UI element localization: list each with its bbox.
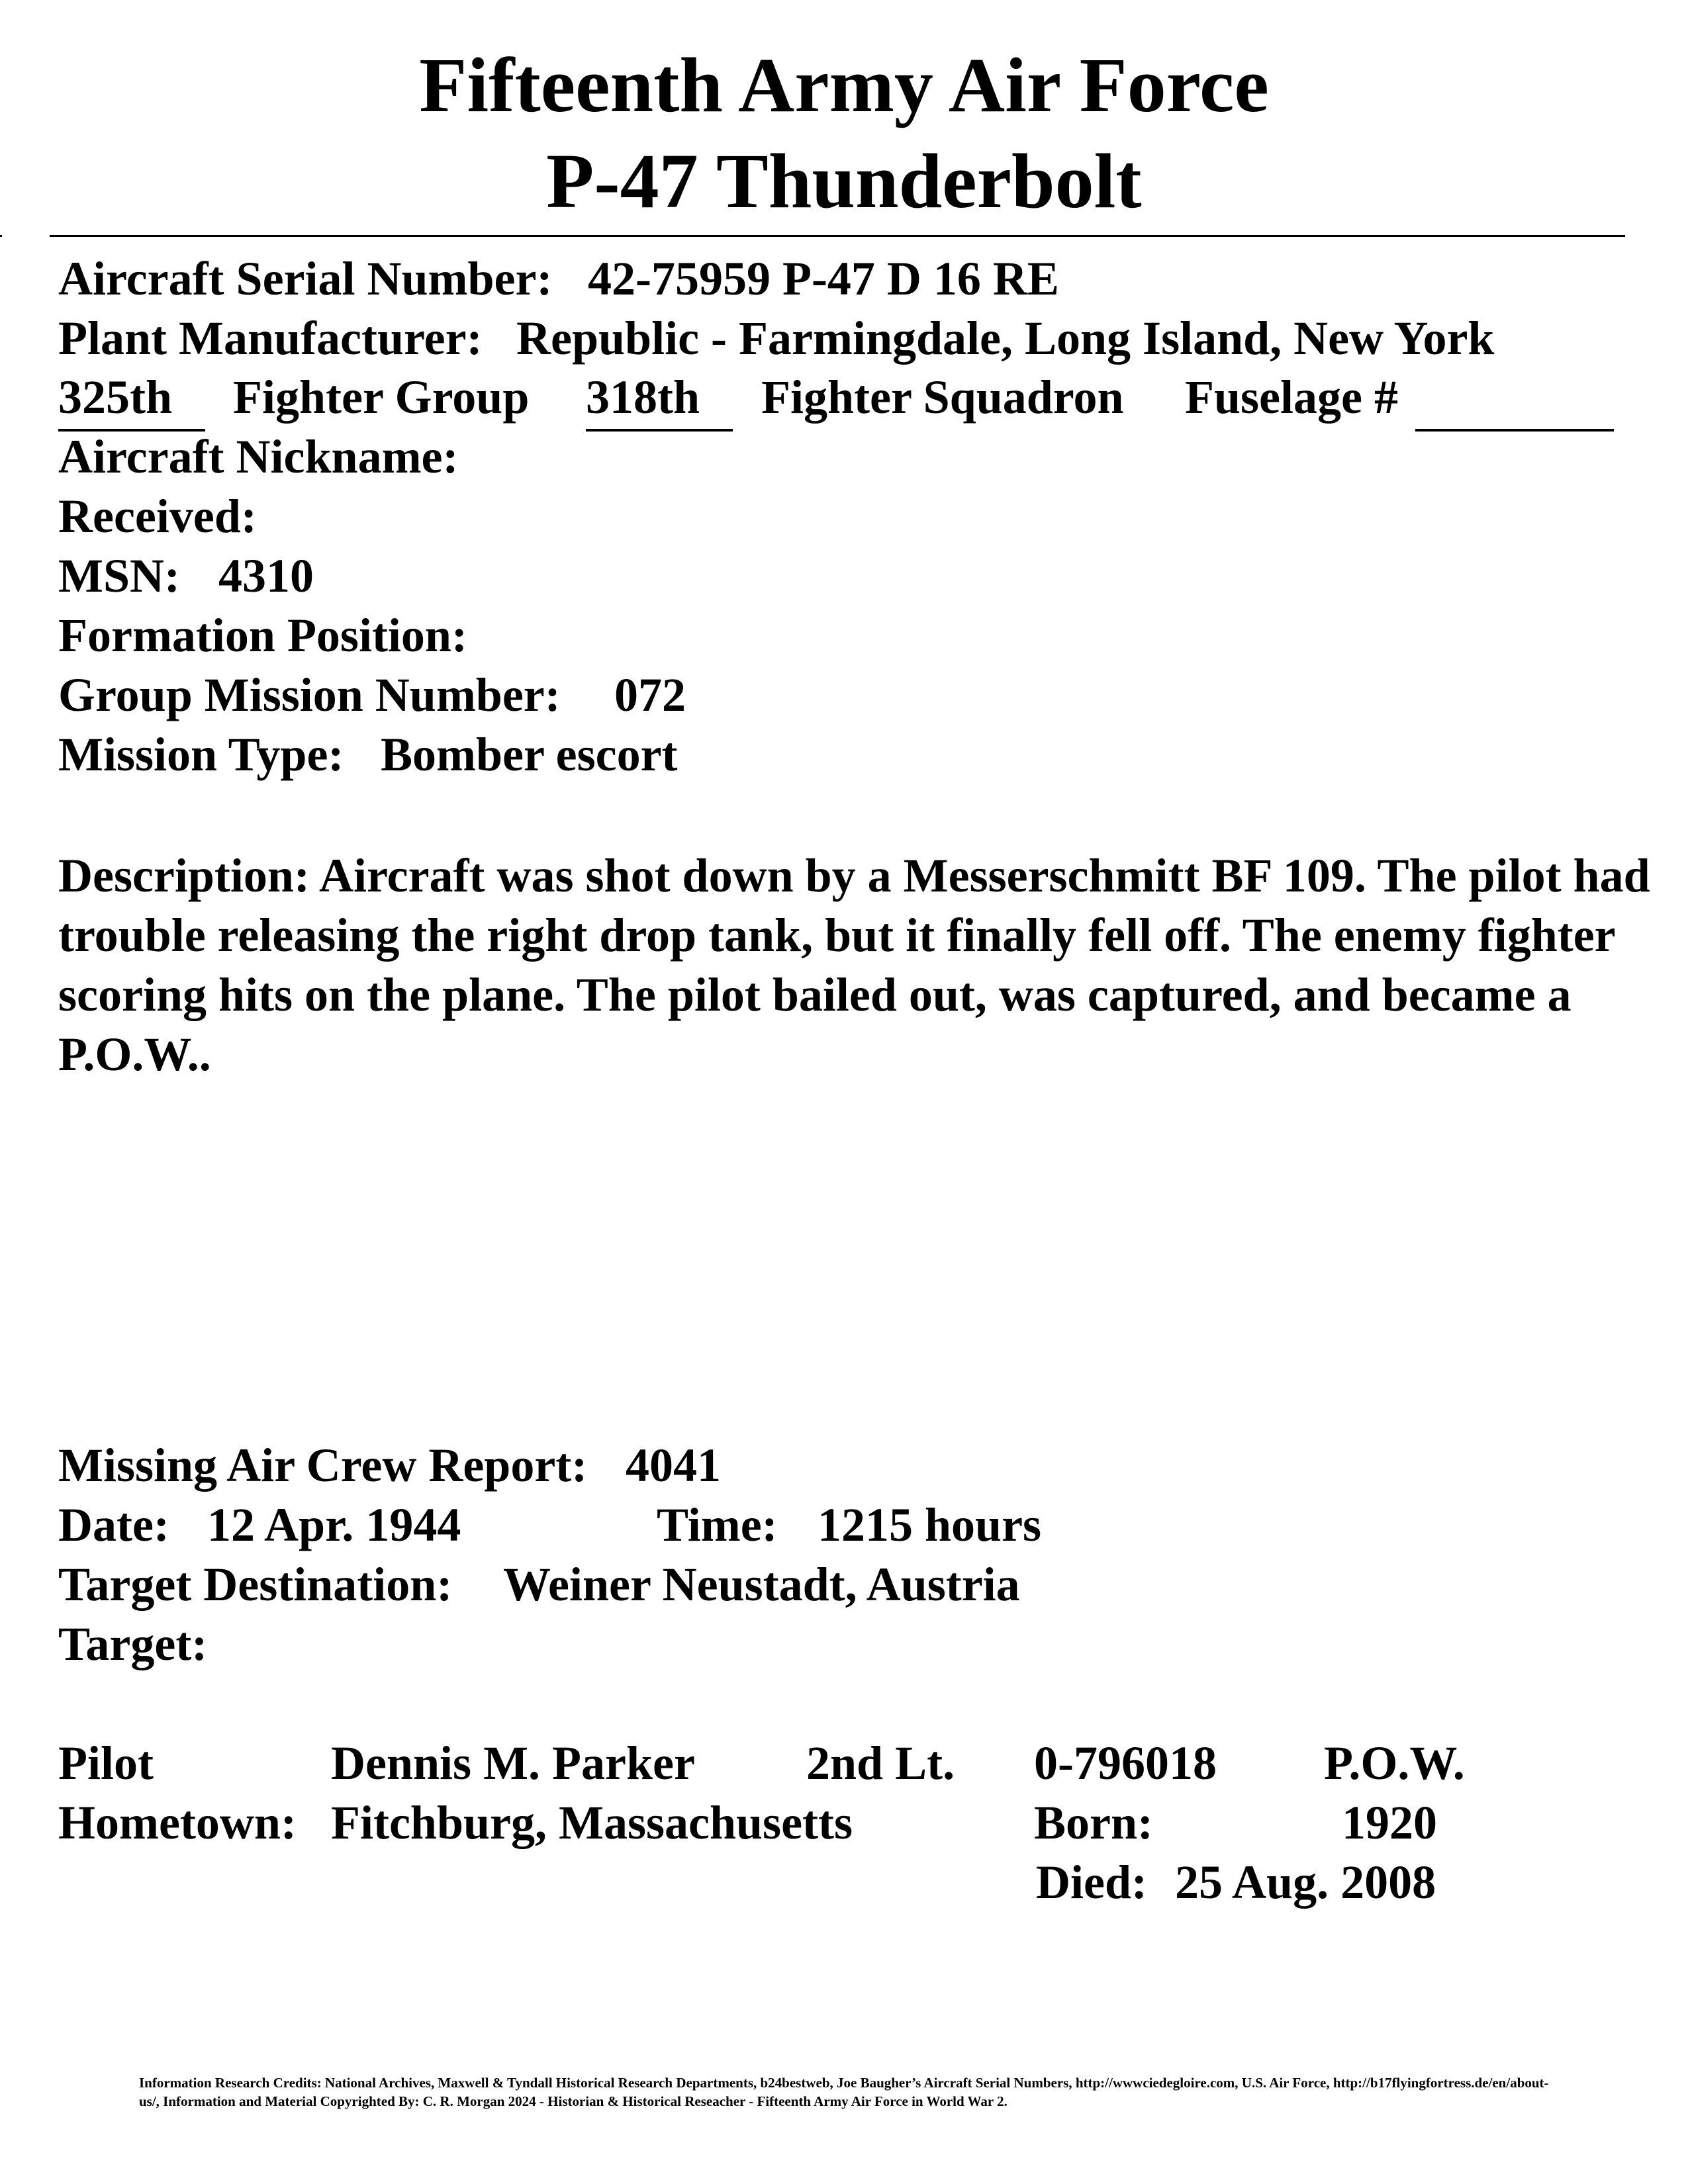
group-number: 325th bbox=[58, 371, 173, 424]
macr-label: Missing Air Crew Report: bbox=[58, 1439, 588, 1492]
hometown-label: Hometown: bbox=[58, 1796, 297, 1849]
crew-name: Dennis M. Parker bbox=[331, 1737, 695, 1790]
fuselage-label: Fuselage # bbox=[1185, 371, 1398, 424]
group-mission-label: Group Mission Number: bbox=[58, 668, 561, 721]
description: Description: Aircraft was shot down by a Messerschmitt BF 109. The pilot had trouble releasing the right drop tank, but it finally fell off. The enemy fighter scoring hits on the plane. The pilot bailed out, was captured, and became a P.O.W.. bbox=[58, 849, 1650, 1081]
squadron-number-field bbox=[586, 373, 733, 432]
title-divider bbox=[50, 235, 1625, 237]
crew-serial: 0-796018 bbox=[1034, 1737, 1217, 1790]
msn-value: 4310 bbox=[218, 549, 314, 602]
date-label: Date: bbox=[58, 1498, 169, 1551]
time-value: 1215 hours bbox=[818, 1498, 1042, 1551]
group-number-field bbox=[58, 373, 205, 432]
crew-status: P.O.W. bbox=[1324, 1737, 1465, 1790]
edge-mark bbox=[0, 235, 2, 237]
group-label: Fighter Group bbox=[233, 371, 530, 424]
nickname-label: Aircraft Nickname: bbox=[58, 430, 459, 483]
mission-type-label: Mission Type: bbox=[58, 728, 344, 781]
research-credits: Information Research Credits: National Archives, Maxwell & Tyndall Historical Research Departments, b24bestweb, Joe Baugher’s Aircraft Serial Numbers, http://wwwciedegloire.com, U.S. Air Force, http://b17flyingfortress.de/en/about-us/, Information and Material Copyrighted By: C. R. Morgan 2024 - Historian & Historical Reseacher - Fifteenth Army Air Force in World War 2. bbox=[139, 2075, 1549, 2109]
plant-label: Plant Manufacturer: bbox=[58, 312, 483, 365]
mission-type-value: Bomber escort bbox=[381, 728, 678, 781]
serial-value: 42-75959 P-47 D 16 RE bbox=[588, 252, 1059, 305]
group-mission-value: 072 bbox=[614, 668, 686, 721]
hometown-value: Fitchburg, Massachusetts bbox=[331, 1796, 853, 1849]
target-destination-value: Weiner Neustadt, Austria bbox=[503, 1558, 1020, 1611]
plant-value: Republic - Farmingdale, Long Island, New York bbox=[516, 312, 1495, 365]
died-label: Died: bbox=[1036, 1856, 1147, 1909]
died-value: 25 Aug. 2008 bbox=[1175, 1856, 1436, 1909]
page-subtitle: P-47 Thunderbolt bbox=[546, 138, 1142, 224]
page-title: Fifteenth Army Air Force bbox=[419, 42, 1269, 128]
target-label: Target: bbox=[58, 1617, 208, 1670]
squadron-label: Fighter Squadron bbox=[761, 371, 1124, 424]
time-label: Time: bbox=[657, 1498, 778, 1551]
macr-value: 4041 bbox=[626, 1439, 721, 1492]
born-label: Born: bbox=[1034, 1796, 1153, 1849]
target-destination-label: Target Destination: bbox=[58, 1558, 453, 1611]
born-value: 1920 bbox=[1342, 1796, 1437, 1849]
msn-label: MSN: bbox=[58, 549, 180, 602]
date-value: 12 Apr. 1944 bbox=[207, 1498, 461, 1551]
formation-label: Formation Position: bbox=[58, 609, 467, 662]
received-label: Received: bbox=[58, 490, 257, 543]
crew-rank: 2nd Lt. bbox=[806, 1737, 955, 1790]
serial-label: Aircraft Serial Number: bbox=[58, 252, 553, 305]
crew-role: Pilot bbox=[58, 1737, 154, 1790]
fuselage-field bbox=[1415, 373, 1614, 432]
squadron-number: 318th bbox=[586, 371, 700, 424]
